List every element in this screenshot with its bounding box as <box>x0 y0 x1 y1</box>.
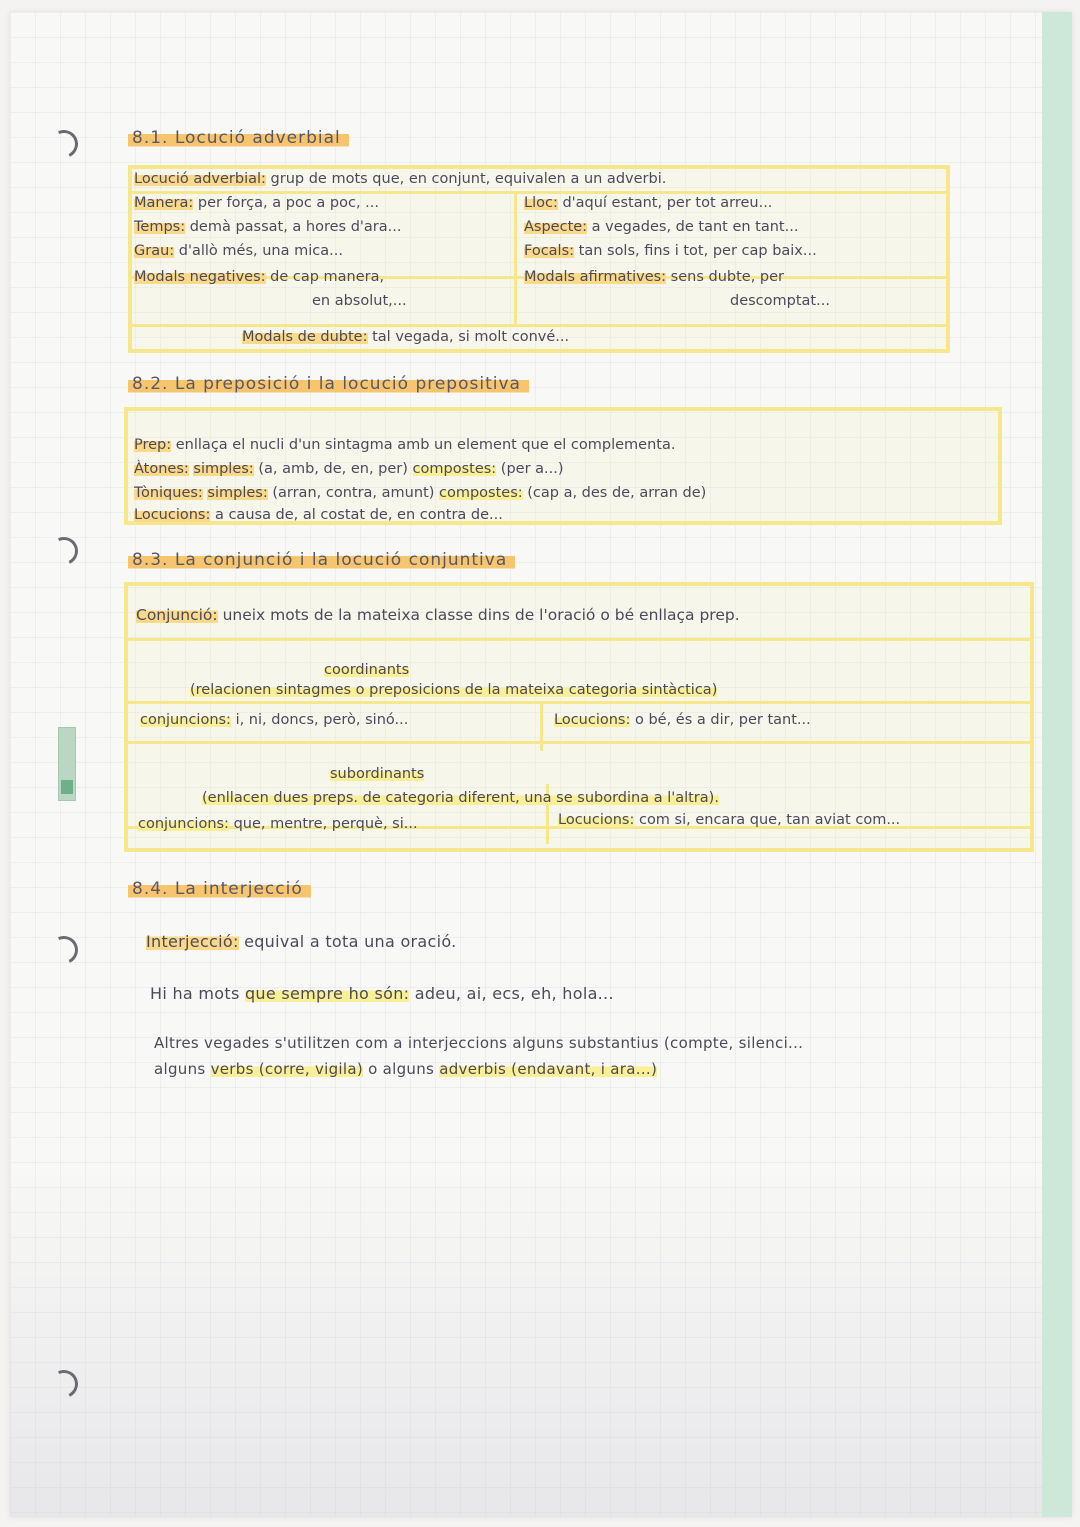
sub-loc-row: Locucions: com si, encara que, tan aviat com... <box>558 812 901 828</box>
prep-row: Prep: enllaça el nucli d'un sintagma amb un element que el complementa. <box>134 437 676 453</box>
sub-desc: (enllacen dues preps. de categoria diferent, una se subordina a l'altra). <box>202 790 719 806</box>
box-locucio-adverbial <box>128 165 950 353</box>
def-row: Locució adverbial: grup de mots que, en conjunt, equivalen a un adverbi. <box>134 171 667 187</box>
neg-row: Modals negatives: de cap manera, <box>134 269 385 285</box>
grau-row: Grau: d'allò més, una mica... <box>134 243 343 259</box>
coord-title: coordinants <box>324 662 410 678</box>
sub-conj-row: conjuncions: que, mentre, perquè, si... <box>138 816 418 832</box>
dubte-row: Modals de dubte: tal vegada, si molt convé... <box>242 329 570 345</box>
box-preposicio <box>124 407 1002 525</box>
heading-8-1: 8.1. Locució adverbial <box>128 128 349 148</box>
afirm-row: Modals afirmatives: sens dubte, per <box>524 269 785 285</box>
locucions-row: Locucions: a causa de, al costat de, en contra de... <box>134 507 503 523</box>
interjeccio-line-4: alguns verbs (corre, vigila) o alguns adverbis (endavant, i ara...) <box>154 1060 658 1078</box>
manera-row: Manera: per força, a poc a poc, ... <box>134 195 379 211</box>
binder-ring-icon <box>46 533 82 569</box>
interjeccio-def: Interjecció: equival a tota una oració. <box>146 932 457 951</box>
notebook-page <box>10 12 1072 1517</box>
coord-loc-row: Locucions: o bé, és a dir, per tant... <box>554 712 811 728</box>
page-edge-strip <box>1042 12 1072 1517</box>
interjeccio-line-2: Hi ha mots que sempre ho són: adeu, ai, ecs, eh, hola... <box>150 984 614 1003</box>
binder-ring-icon <box>46 126 82 162</box>
focals-row: Focals: tan sols, fins i tot, per cap baix... <box>524 243 817 259</box>
heading-8-2: 8.2. La preposició i la locució prepositiva <box>128 374 529 394</box>
toniques-row: Tòniques: simples: (arran, contra, amunt) compostes: (cap a, des de, arran de) <box>134 485 707 501</box>
neg-row-2: en absolut,... <box>312 293 407 309</box>
aspecte-row: Aspecte: a vegades, de tant en tant... <box>524 219 799 235</box>
coord-desc: (relacionen sintagmes o preposicions de la mateixa categoria sintàctica) <box>190 682 718 698</box>
heading-8-3: 8.3. La conjunció i la locució conjuntiva <box>128 550 515 570</box>
temps-row: Temps: demà passat, a hores d'ara... <box>134 219 402 235</box>
heading-8-4: 8.4. La interjecció <box>128 879 311 899</box>
box-conjuncio <box>124 582 1034 852</box>
conj-row: Conjunció: uneix mots de la mateixa classe dins de l'oració o bé enllaça prep. <box>136 606 740 624</box>
margin-tab <box>58 727 76 801</box>
afirm-row-2: descomptat... <box>730 293 830 309</box>
interjeccio-line-3: Altres vegades s'utilitzen com a interjeccions alguns substantius (compte, silenci... <box>154 1034 804 1052</box>
sub-title: subordinants <box>330 766 425 782</box>
lloc-row: Lloc: d'aquí estant, per tot arreu... <box>524 195 773 211</box>
shadow-area <box>10 1162 1072 1517</box>
binder-ring-icon <box>46 932 82 968</box>
coord-conj-row: conjuncions: i, ni, doncs, però, sinó... <box>140 712 409 728</box>
atones-row: Àtones: simples: (a, amb, de, en, per) compostes: (per a...) <box>134 461 564 477</box>
